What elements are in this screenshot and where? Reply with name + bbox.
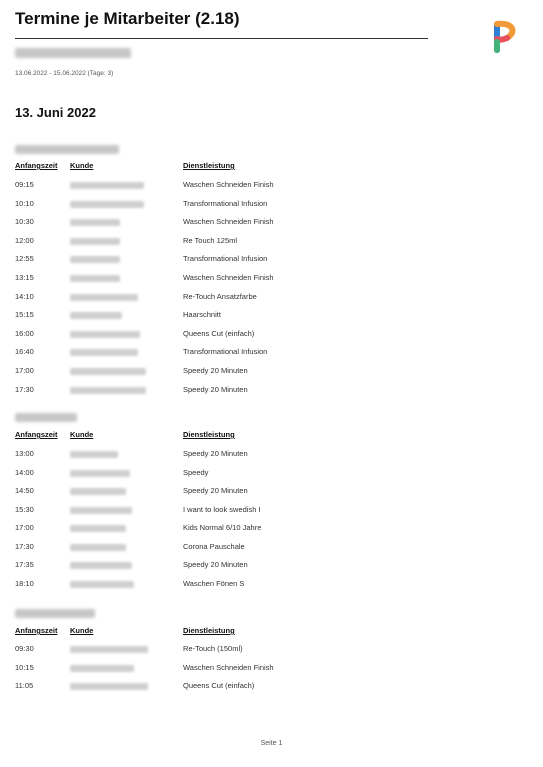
report-title: Termine je Mitarbeiter (2.18) — [15, 9, 240, 28]
column-header-time: Anfangszeit — [15, 161, 58, 170]
appointment-time: 18:10 — [15, 578, 34, 588]
brand-logo-icon — [493, 20, 519, 54]
column-header-service: Dienstleistung — [183, 626, 235, 635]
page-number: Seite 1 — [260, 740, 283, 747]
appointment-row — [15, 292, 435, 304]
redacted-customer-name — [70, 331, 140, 338]
appointment-row — [15, 681, 435, 693]
redacted-employee-name — [15, 609, 95, 618]
appointment-service: Haarschnitt — [183, 310, 221, 320]
appointment-service: Speedy 20 Minuten — [183, 384, 248, 394]
redacted-customer-name — [70, 646, 148, 653]
appointment-time: 17:00 — [15, 523, 34, 532]
appointment-service: Transformational Infusion — [183, 254, 268, 264]
appointment-service: Waschen Fönen S — [183, 578, 245, 588]
redacted-customer-name — [70, 201, 144, 208]
column-header-customer: Kunde — [70, 161, 94, 170]
appointment-row — [15, 273, 435, 285]
appointment-row — [15, 449, 435, 461]
appointment-time: 14:10 — [15, 291, 34, 301]
appointment-time: 09:30 — [15, 644, 34, 653]
redacted-customer-name — [70, 256, 120, 263]
appointment-row — [15, 310, 435, 322]
appointment-service: I want to look swedish I — [183, 504, 261, 514]
appointment-service: Speedy 20 Minuten — [183, 486, 248, 495]
appointment-time: 12:55 — [15, 254, 34, 264]
appointment-row — [15, 486, 435, 498]
appointment-row — [15, 505, 435, 517]
redacted-customer-name — [70, 488, 126, 495]
appointment-time: 14:00 — [15, 467, 34, 477]
appointment-row — [15, 329, 435, 341]
column-header-service: Dienstleistung — [183, 161, 235, 170]
appointment-time: 11:05 — [15, 681, 34, 691]
appointment-time: 17:35 — [15, 560, 34, 569]
appointment-service: Transformational Infusion — [183, 347, 268, 357]
redacted-customer-name — [70, 525, 126, 532]
redacted-customer-name — [70, 312, 122, 319]
appointment-time: 15:30 — [15, 504, 34, 514]
appointment-service: Speedy 20 Minuten — [183, 560, 248, 569]
redacted-customer-name — [70, 349, 138, 356]
column-header-time: Anfangszeit — [15, 430, 58, 439]
redacted-customer-name — [70, 294, 138, 301]
redacted-customer-name — [70, 451, 118, 458]
appointment-service: Queens Cut (einfach) — [183, 328, 255, 338]
redacted-employee-name — [15, 413, 77, 422]
appointment-row — [15, 468, 435, 480]
appointment-service: Speedy 20 Minuten — [183, 449, 248, 458]
appointment-row — [15, 236, 435, 248]
appointment-row — [15, 579, 435, 591]
redacted-customer-name — [70, 470, 130, 477]
redacted-customer-name — [70, 182, 144, 189]
appointment-row — [15, 542, 435, 554]
appointment-row — [15, 366, 435, 378]
redacted-customer-name — [70, 275, 120, 282]
redacted-customer-name — [70, 219, 120, 226]
column-header-service: Dienstleistung — [183, 430, 235, 439]
appointment-service: Re-Touch Ansatzfarbe — [183, 291, 257, 301]
appointment-time: 15:15 — [15, 310, 34, 320]
redacted-customer-name — [70, 238, 120, 245]
appointment-time: 17:00 — [15, 366, 34, 375]
appointment-service: Waschen Schneiden Finish — [183, 662, 274, 672]
appointment-time: 13:00 — [15, 449, 34, 458]
appointment-row — [15, 523, 435, 535]
appointment-row — [15, 560, 435, 572]
appointment-time: 12:00 — [15, 235, 34, 245]
appointment-service: Waschen Schneiden Finish — [183, 217, 274, 227]
redacted-customer-name — [70, 683, 148, 690]
appointment-service: Transformational Infusion — [183, 198, 268, 208]
appointment-service: Speedy 20 Minuten — [183, 366, 248, 375]
appointment-service: Re Touch 125ml — [183, 235, 238, 245]
redacted-customer-name — [70, 544, 126, 551]
appointment-service: Queens Cut (einfach) — [183, 681, 255, 691]
appointment-service: Speedy — [183, 467, 209, 477]
redacted-employee-name — [15, 48, 131, 58]
redacted-customer-name — [70, 368, 146, 375]
appointment-service: Waschen Schneiden Finish — [183, 180, 274, 189]
column-header-customer: Kunde — [70, 626, 94, 635]
appointment-time: 17:30 — [15, 541, 34, 551]
redacted-customer-name — [70, 507, 132, 514]
appointment-row — [15, 347, 435, 359]
appointment-time: 13:15 — [15, 273, 34, 282]
title-divider — [15, 38, 428, 39]
column-header-time: Anfangszeit — [15, 626, 58, 635]
appointment-time: 09:15 — [15, 180, 34, 189]
appointment-time: 10:10 — [15, 198, 34, 208]
appointment-service: Corona Pauschale — [183, 541, 245, 551]
appointment-time: 16:00 — [15, 328, 34, 338]
appointment-row — [15, 385, 435, 397]
appointment-row — [15, 254, 435, 266]
appointment-service: Kids Normal 6/10 Jahre — [183, 523, 262, 532]
appointment-row — [15, 180, 435, 192]
redacted-customer-name — [70, 387, 146, 394]
appointment-time: 17:30 — [15, 384, 34, 394]
redacted-customer-name — [70, 581, 134, 588]
redacted-customer-name — [70, 665, 134, 672]
appointment-time: 10:30 — [15, 217, 34, 227]
appointment-service: Re-Touch (150ml) — [183, 644, 243, 653]
appointment-row — [15, 663, 435, 675]
appointment-time: 14:50 — [15, 486, 34, 495]
day-heading: 13. Juni 2022 — [15, 105, 96, 120]
appointment-time: 10:15 — [15, 662, 34, 672]
appointment-time: 16:40 — [15, 347, 34, 357]
redacted-customer-name — [70, 562, 132, 569]
appointment-service: Waschen Schneiden Finish — [183, 273, 274, 282]
date-range: 13.06.2022 - 15.06.2022 (Tage: 3) — [15, 70, 114, 77]
appointment-row — [15, 217, 435, 229]
appointment-row — [15, 644, 435, 656]
appointment-row — [15, 199, 435, 211]
column-header-customer: Kunde — [70, 430, 94, 439]
redacted-employee-name — [15, 145, 119, 154]
